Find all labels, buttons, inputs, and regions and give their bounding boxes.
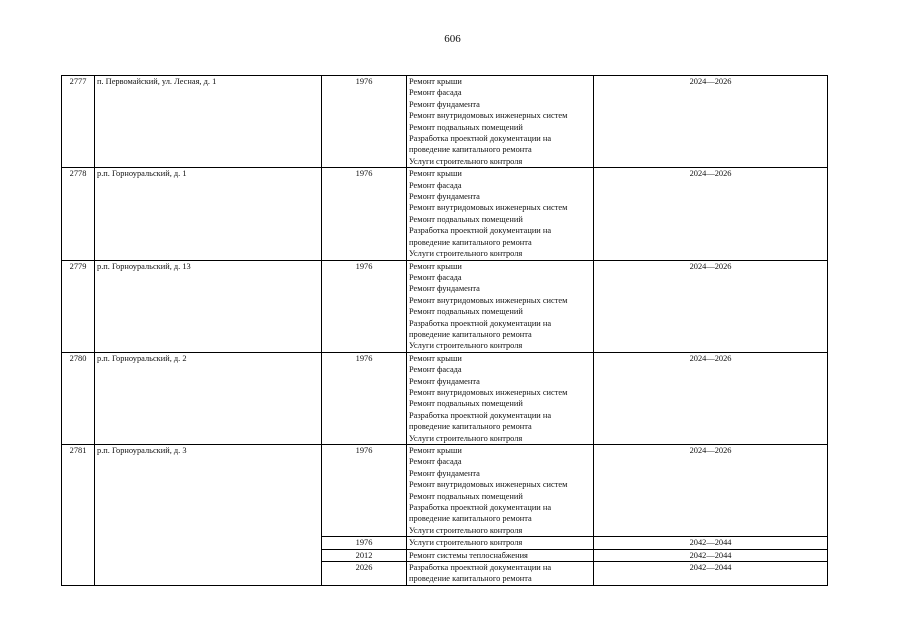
construction-year: 1976: [322, 352, 407, 444]
work-item: Ремонт внутридомовых инженерных систем: [409, 111, 568, 121]
work-item: Ремонт фасада: [409, 88, 462, 98]
work-item: Ремонт фундамента: [409, 284, 480, 294]
work-item: Услуги строительного контроля: [409, 156, 523, 166]
work-item: Ремонт фундамента: [409, 192, 480, 202]
construction-year: 2026: [322, 562, 407, 586]
work-item: Ремонт подвальных помещений: [409, 491, 523, 501]
record-address: р.п. Горноуральский, д. 13: [95, 260, 322, 352]
work-item: Услуги строительного контроля: [409, 341, 523, 351]
work-item: Ремонт фундамента: [409, 99, 480, 109]
work-item: Ремонт подвальных помещений: [409, 399, 523, 409]
work-item: Ремонт системы теплоснабжения: [409, 550, 528, 560]
works-list: [407, 76, 594, 168]
table-row: [62, 260, 828, 352]
work-item: проведение капитального ремонта: [409, 574, 532, 584]
record-address: р.п. Горноуральский, д. 1: [95, 168, 322, 260]
work-item: Разработка проектной документации на: [409, 318, 552, 328]
works-list: [407, 549, 594, 561]
work-item: Разработка проектной документации на: [409, 134, 552, 144]
table-row: [62, 445, 828, 537]
construction-year: 1976: [322, 76, 407, 168]
work-item: Ремонт фундамента: [409, 376, 480, 386]
work-item: Ремонт фасада: [409, 457, 462, 467]
record-number: 2777: [62, 76, 95, 168]
record-number: 2781: [62, 445, 95, 586]
work-item: Ремонт внутридомовых инженерных систем: [409, 480, 568, 490]
record-address: р.п. Горноуральский, д. 3: [95, 445, 322, 586]
record-number: 2779: [62, 260, 95, 352]
work-item: Ремонт подвальных помещений: [409, 307, 523, 317]
work-item: Ремонт внутридомовых инженерных систем: [409, 387, 568, 397]
work-item: Разработка проектной документации на: [409, 563, 552, 573]
work-item: Ремонт фасада: [409, 365, 462, 375]
work-item: Ремонт подвальных помещений: [409, 214, 523, 224]
works-list: [407, 260, 594, 352]
work-item: проведение капитального ремонта: [409, 514, 532, 524]
work-item: Ремонт внутридомовых инженерных систем: [409, 295, 568, 305]
work-item: Ремонт крыши: [409, 261, 462, 271]
table-body: [62, 76, 828, 586]
record-address: п. Первомайский, ул. Лесная, д. 1: [95, 76, 322, 168]
works-list: [407, 562, 594, 586]
work-item: Ремонт фасада: [409, 180, 462, 190]
table-row: [62, 76, 828, 168]
repair-schedule-table: [61, 75, 828, 586]
works-list: [407, 352, 594, 444]
work-item: Услуги строительного контроля: [409, 525, 523, 535]
work-item: проведение капитального ремонта: [409, 422, 532, 432]
planned-period: 2024—2026: [594, 76, 828, 168]
work-item: Ремонт внутридомовых инженерных систем: [409, 203, 568, 213]
work-item: Ремонт крыши: [409, 353, 462, 363]
record-number: 2780: [62, 352, 95, 444]
table-row: [62, 352, 828, 444]
work-item: Услуги строительного контроля: [409, 538, 523, 548]
work-item: Ремонт подвальных помещений: [409, 122, 523, 132]
planned-period: 2024—2026: [594, 445, 828, 537]
work-item: Ремонт крыши: [409, 169, 462, 179]
work-item: проведение капитального ремонта: [409, 237, 532, 247]
record-number: 2778: [62, 168, 95, 260]
work-item: Ремонт крыши: [409, 77, 462, 86]
planned-period: 2042—2044: [594, 549, 828, 561]
works-list: [407, 168, 594, 260]
work-item: Услуги строительного контроля: [409, 433, 523, 443]
planned-period: 2024—2026: [594, 260, 828, 352]
planned-period: 2024—2026: [594, 168, 828, 260]
work-item: Услуги строительного контроля: [409, 249, 523, 259]
page-number: 606: [444, 33, 461, 45]
construction-year: 1976: [322, 445, 407, 537]
work-item: проведение капитального ремонта: [409, 145, 532, 155]
record-address: р.п. Горноуральский, д. 2: [95, 352, 322, 444]
work-item: Разработка проектной документации на: [409, 410, 552, 420]
work-item: Ремонт фасада: [409, 272, 462, 282]
planned-period: 2042—2044: [594, 537, 828, 549]
work-item: Ремонт крыши: [409, 446, 462, 455]
work-item: проведение капитального ремонта: [409, 329, 532, 339]
work-item: Ремонт фундамента: [409, 468, 480, 478]
construction-year: 1976: [322, 537, 407, 549]
construction-year: 1976: [322, 168, 407, 260]
planned-period: 2042—2044: [594, 562, 828, 586]
works-list: [407, 445, 594, 537]
planned-period: 2024—2026: [594, 352, 828, 444]
work-item: Разработка проектной документации на: [409, 503, 552, 513]
works-list: [407, 537, 594, 549]
construction-year: 2012: [322, 549, 407, 561]
construction-year: 1976: [322, 260, 407, 352]
table-row: [62, 168, 828, 260]
work-item: Разработка проектной документации на: [409, 226, 552, 236]
